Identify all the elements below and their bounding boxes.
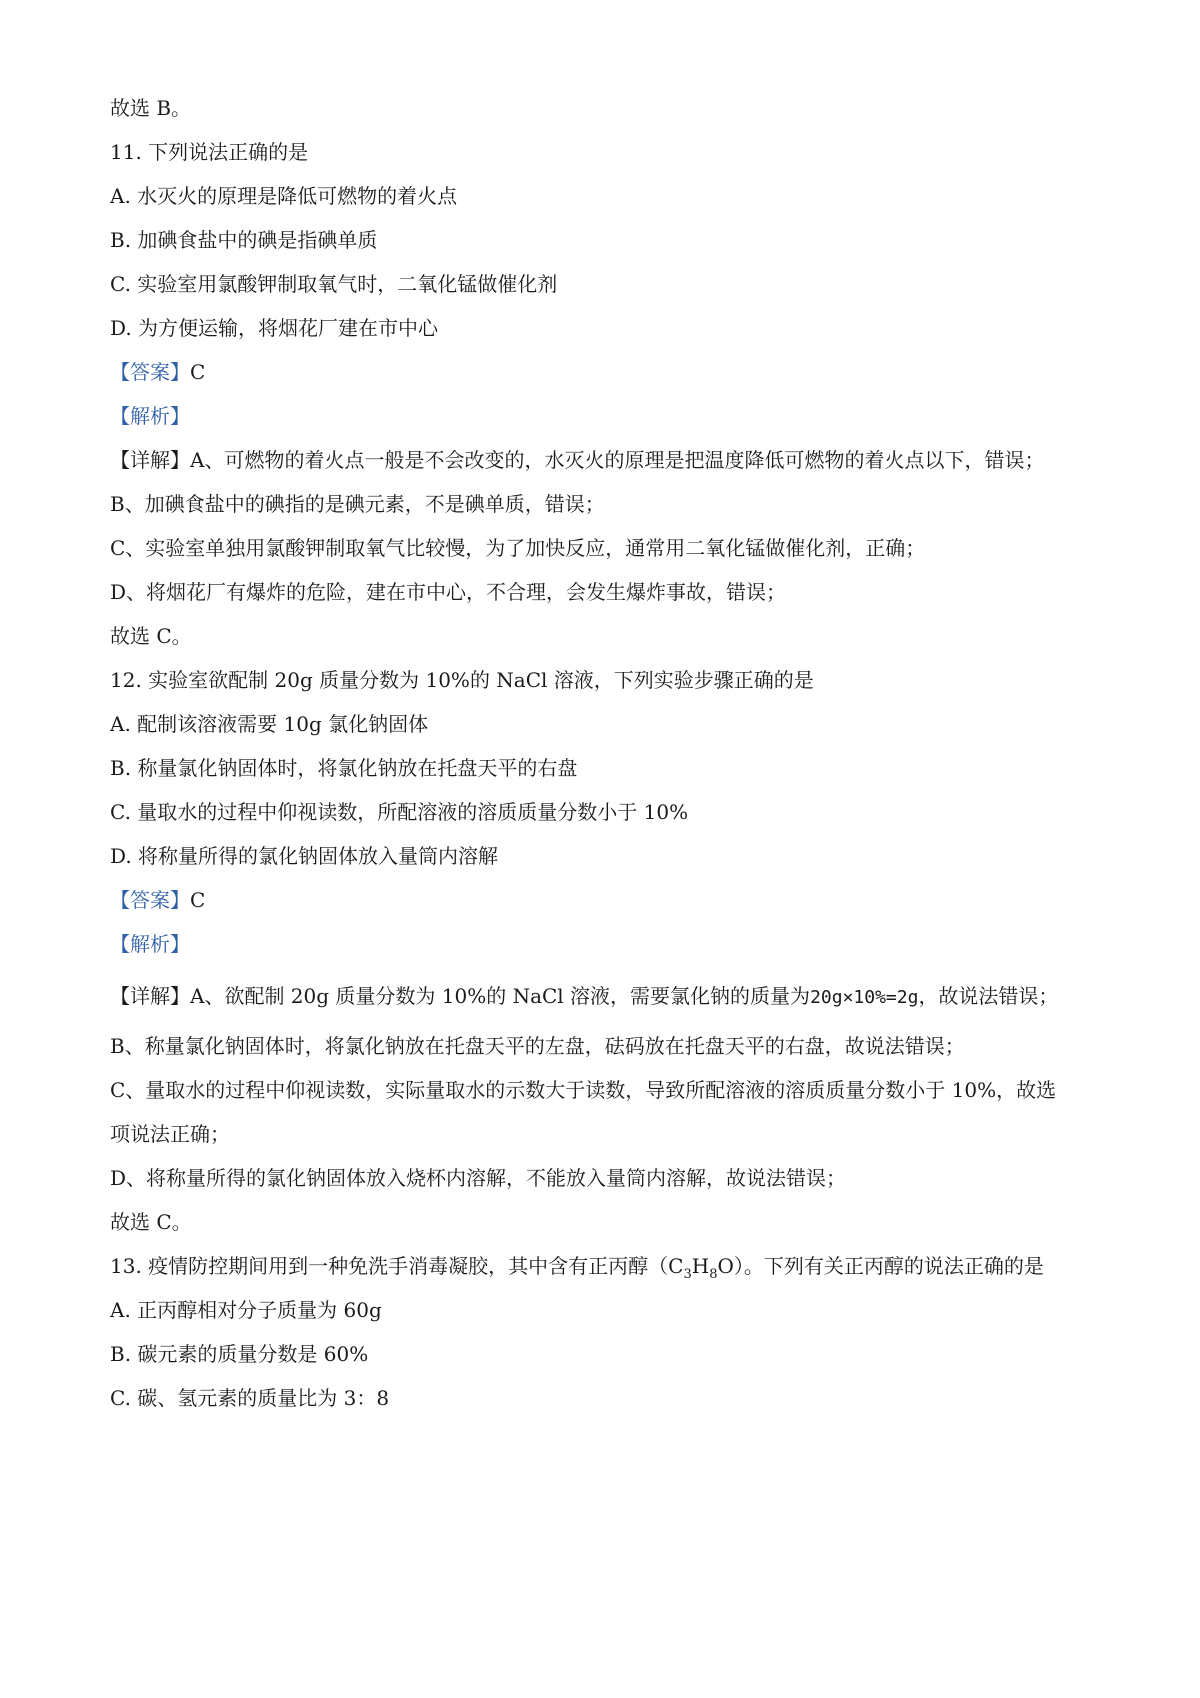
answer-value: C	[190, 360, 206, 384]
question-13-option-b: B. 碳元素的质量分数是 60%	[110, 1342, 369, 1366]
subscript: 8	[709, 1267, 718, 1282]
analysis-label: 【解析】	[110, 932, 190, 956]
question-12-stem: 12. 实验室欲配制 20g 质量分数为 10%的 NaCl 溶液，下列实验步骤正确的是	[110, 668, 814, 692]
question-13-option-a: A. 正丙醇相对分子质量为 60g	[110, 1298, 382, 1322]
answer-label: 【答案】	[110, 888, 190, 912]
question-11-option-c: C. 实验室用氯酸钾制取氧气时，二氧化锰做催化剂	[110, 272, 558, 296]
analysis-text: B、称量氯化钠固体时，将氯化钠放在托盘天平的左盘，砝码放在托盘天平的右盘，故说法错误；	[110, 1034, 965, 1058]
stem-suffix: O）。下列有关正丙醇的说法正确的是	[717, 1254, 1044, 1278]
question-11-option-d: D. 为方便运输，将烟花厂建在市中心	[110, 316, 439, 340]
question-11-option-b: B. 加碘食盐中的碘是指碘单质	[110, 228, 378, 252]
question-12-option-c: C. 量取水的过程中仰视读数，所配溶液的溶质质量分数小于 10%	[110, 800, 689, 824]
text-line: 故选 C。	[110, 624, 192, 648]
analysis-text	[110, 986, 1058, 1007]
text-line: 故选 B。	[110, 96, 192, 120]
answer-value: C	[190, 888, 206, 912]
stem-element: H	[691, 1254, 710, 1278]
stem-prefix: 13. 疫情防控期间用到一种免洗手消毒凝胶，其中含有正丙醇（C	[110, 1254, 684, 1278]
answer-label: 【答案】	[110, 360, 190, 384]
mass-formula: 20g×10%=2g	[810, 987, 919, 1008]
question-13-option-c: C. 碳、氢元素的质量比为 3：8	[110, 1386, 390, 1410]
question-12-option-b: B. 称量氯化钠固体时，将氯化钠放在托盘天平的右盘	[110, 756, 578, 780]
question-11-option-a: A. 水灭火的原理是降低可燃物的着火点	[110, 184, 458, 208]
analysis-text: C、实验室单独用氯酸钾制取氧气比较慢，为了加快反应，通常用二氧化锰做催化剂，正确；	[110, 536, 926, 560]
analysis-label: 【解析】	[110, 404, 190, 428]
analysis-text: D、将称量所得的氯化钠固体放入烧杯内溶解，不能放入量筒内溶解，故说法错误；	[110, 1166, 847, 1190]
question-12-answer	[110, 890, 205, 910]
analysis-text: C、量取水的过程中仰视读数，实际量取水的示数大于读数，导致所配溶液的溶质质量分数小于 10%，故选	[110, 1078, 1057, 1102]
question-12-option-d: D. 将称量所得的氯化钠固体放入量筒内溶解	[110, 844, 499, 868]
question-11-stem: 11. 下列说法正确的是	[110, 140, 309, 164]
subscript: 3	[683, 1267, 692, 1282]
question-12-option-a: A. 配制该溶液需要 10g 氯化钠固体	[110, 712, 429, 736]
analysis-text-prefix: 【详解】A、欲配制 20g 质量分数为 10%的 NaCl 溶液，需要氯化钠的质量为	[110, 984, 811, 1008]
analysis-text-suffix: ，故说法错误；	[918, 984, 1059, 1008]
analysis-text: 【详解】A、可燃物的着火点一般是不会改变的，水灭火的原理是把温度降低可燃物的着火点以下，错误；	[110, 448, 1045, 472]
question-13-stem	[110, 1256, 1044, 1281]
analysis-text: 项说法正确；	[110, 1122, 230, 1146]
analysis-text: D、将烟花厂有爆炸的危险，建在市中心，不合理，会发生爆炸事故，错误；	[110, 580, 787, 604]
text-line: 故选 C。	[110, 1210, 192, 1234]
question-11-answer	[110, 362, 205, 382]
analysis-text: B、加碘食盐中的碘指的是碘元素，不是碘单质，错误；	[110, 492, 605, 516]
